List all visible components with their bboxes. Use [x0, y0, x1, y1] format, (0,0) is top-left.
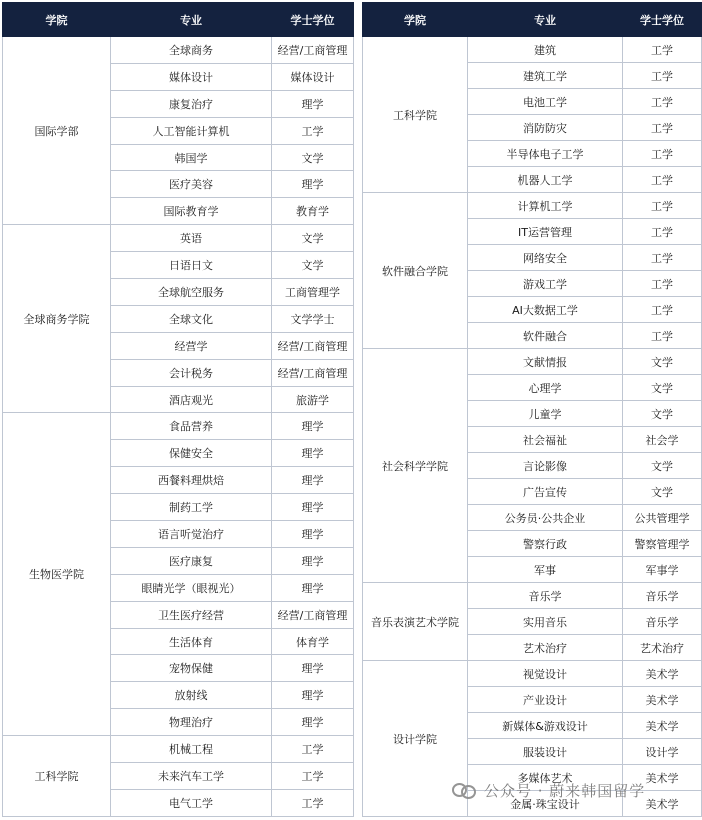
college-header: 学院 [3, 3, 111, 37]
degree-cell: 美术学 [623, 661, 702, 687]
table-row [3, 736, 354, 763]
college-cell: 生物医学院 [3, 413, 111, 736]
table-row [363, 37, 702, 63]
major-cell: 西餐料理烘焙 [111, 467, 272, 494]
major-cell: 机械工程 [111, 736, 272, 763]
major-cell: 软件融合 [468, 323, 623, 349]
degree-cell: 教育学 [272, 198, 354, 225]
major-cell: 电气工学 [111, 789, 272, 816]
major-cell: 电池工学 [468, 89, 623, 115]
degree-cell: 理学 [272, 90, 354, 117]
degree-cell: 警察管理学 [623, 531, 702, 557]
degree-cell: 美术学 [623, 713, 702, 739]
major-cell: 物理治疗 [111, 709, 272, 736]
major-cell: 网络安全 [468, 245, 623, 271]
degree-cell: 工学 [623, 245, 702, 271]
table-row [363, 193, 702, 219]
major-cell: 医疗康复 [111, 547, 272, 574]
degree-cell: 文学 [272, 225, 354, 252]
degree-cell: 理学 [272, 574, 354, 601]
degree-cell: 工学 [272, 763, 354, 790]
degree-cell: 工学 [623, 219, 702, 245]
left-degree-table [2, 2, 354, 817]
degree-cell: 理学 [272, 440, 354, 467]
degree-cell: 理学 [272, 413, 354, 440]
degree-cell: 理学 [272, 709, 354, 736]
degree-cell: 设计学 [623, 739, 702, 765]
degree-cell: 文学 [272, 144, 354, 171]
degree-cell: 工学 [623, 297, 702, 323]
major-cell: 实用音乐 [468, 609, 623, 635]
major-cell: 全球商务 [111, 37, 272, 64]
degree-cell: 艺术治疗 [623, 635, 702, 661]
degree-cell: 经营/工商管理 [272, 359, 354, 386]
degree-cell: 文学 [623, 453, 702, 479]
major-cell: 日语日文 [111, 252, 272, 279]
degree-cell: 理学 [272, 494, 354, 521]
major-cell: 金属·珠宝设计 [468, 791, 623, 817]
degree-cell: 理学 [272, 171, 354, 198]
major-cell: 媒体设计 [111, 63, 272, 90]
watermark [452, 775, 645, 805]
table-header-row [3, 3, 354, 37]
college-cell: 工科学院 [363, 37, 468, 193]
degree-cell: 工学 [623, 271, 702, 297]
major-cell: 康复治疗 [111, 90, 272, 117]
major-cell: 建筑工学 [468, 63, 623, 89]
degree-cell: 文学 [623, 375, 702, 401]
major-cell: 国际教育学 [111, 198, 272, 225]
degree-cell: 理学 [272, 467, 354, 494]
major-cell: 眼睛光学（眼视光） [111, 574, 272, 601]
major-cell: 音乐学 [468, 583, 623, 609]
degree-cell: 文学 [623, 479, 702, 505]
major-cell: AI大数据工学 [468, 297, 623, 323]
major-cell: IT运营管理 [468, 219, 623, 245]
major-cell: 新媒体&游戏设计 [468, 713, 623, 739]
major-cell: 制药工学 [111, 494, 272, 521]
major-cell: 会计税务 [111, 359, 272, 386]
table-row [363, 661, 702, 687]
degree-cell: 理学 [272, 682, 354, 709]
major-cell: 人工智能计算机 [111, 117, 272, 144]
college-header: 学院 [363, 3, 468, 37]
major-cell: 计算机工学 [468, 193, 623, 219]
major-cell: 英语 [111, 225, 272, 252]
degree-cell: 理学 [272, 521, 354, 548]
major-cell: 服装设计 [468, 739, 623, 765]
degree-cell: 军事学 [623, 557, 702, 583]
college-cell: 音乐表演艺术学院 [363, 583, 468, 661]
major-cell: 建筑 [468, 37, 623, 63]
degree-cell: 工学 [623, 141, 702, 167]
degree-cell: 工学 [623, 193, 702, 219]
degree-cell: 工学 [623, 63, 702, 89]
major-cell: 多媒体艺术 [468, 765, 623, 791]
degree-cell: 旅游学 [272, 386, 354, 413]
degree-cell: 经营/工商管理 [272, 332, 354, 359]
degree-cell: 体育学 [272, 628, 354, 655]
major-cell: 全球文化 [111, 305, 272, 332]
table-row [3, 225, 354, 252]
major-cell: 半导体电子工学 [468, 141, 623, 167]
degree-cell: 文学 [272, 252, 354, 279]
table-header-row [363, 3, 702, 37]
degree-cell: 工学 [272, 789, 354, 816]
major-cell: 放射线 [111, 682, 272, 709]
major-cell: 文献情报 [468, 349, 623, 375]
degree-cell: 美术学 [623, 791, 702, 817]
major-cell: 警察行政 [468, 531, 623, 557]
major-cell: 产业设计 [468, 687, 623, 713]
table-row [363, 349, 702, 375]
degree-cell: 美术学 [623, 765, 702, 791]
right-degree-table [362, 2, 702, 817]
degree-cell: 文学学士 [272, 305, 354, 332]
degree-cell: 理学 [272, 547, 354, 574]
major-cell: 全球航空服务 [111, 279, 272, 306]
degree-header: 学士学位 [623, 3, 702, 37]
major-cell: 心理学 [468, 375, 623, 401]
degree-cell: 公共管理学 [623, 505, 702, 531]
major-cell: 游戏工学 [468, 271, 623, 297]
degree-cell: 社会学 [623, 427, 702, 453]
degree-cell: 文学 [623, 349, 702, 375]
major-cell: 食品营养 [111, 413, 272, 440]
degree-cell: 工学 [623, 115, 702, 141]
major-cell: 军事 [468, 557, 623, 583]
major-cell: 保健安全 [111, 440, 272, 467]
major-cell: 视觉设计 [468, 661, 623, 687]
college-cell: 工科学院 [3, 736, 111, 817]
degree-cell: 工学 [623, 89, 702, 115]
degree-cell: 工商管理学 [272, 279, 354, 306]
college-cell: 设计学院 [363, 661, 468, 817]
major-cell: 言论影像 [468, 453, 623, 479]
degree-cell: 工学 [623, 167, 702, 193]
major-cell: 儿童学 [468, 401, 623, 427]
major-cell: 艺术治疗 [468, 635, 623, 661]
major-cell: 机器人工学 [468, 167, 623, 193]
major-cell: 生活体育 [111, 628, 272, 655]
major-cell: 社会福祉 [468, 427, 623, 453]
watermark-text: 公众号 · 蔚来韩国留学 [484, 781, 646, 800]
major-cell: 卫生医疗经营 [111, 601, 272, 628]
college-cell: 全球商务学院 [3, 225, 111, 413]
major-cell: 医疗美容 [111, 171, 272, 198]
major-cell: 广告宣传 [468, 479, 623, 505]
degree-cell: 美术学 [623, 687, 702, 713]
major-cell: 宠物保健 [111, 655, 272, 682]
major-cell: 韩国学 [111, 144, 272, 171]
degree-cell: 工学 [272, 117, 354, 144]
wechat-icon [452, 781, 478, 799]
degree-cell: 工学 [623, 37, 702, 63]
table-row [3, 37, 354, 64]
college-cell: 社会科学学院 [363, 349, 468, 583]
major-cell: 酒店观光 [111, 386, 272, 413]
major-cell: 经营学 [111, 332, 272, 359]
major-header: 专业 [468, 3, 623, 37]
degree-cell: 工学 [272, 736, 354, 763]
degree-cell: 经营/工商管理 [272, 601, 354, 628]
college-cell: 软件融合学院 [363, 193, 468, 349]
degree-cell: 工学 [623, 323, 702, 349]
table-row [3, 413, 354, 440]
major-header: 专业 [111, 3, 272, 37]
degree-header: 学士学位 [272, 3, 354, 37]
major-cell: 未来汽车工学 [111, 763, 272, 790]
degree-cell: 经营/工商管理 [272, 37, 354, 64]
degree-cell: 理学 [272, 655, 354, 682]
degree-cell: 媒体设计 [272, 63, 354, 90]
major-cell: 公务员·公共企业 [468, 505, 623, 531]
college-cell: 国际学部 [3, 37, 111, 225]
degree-cell: 文学 [623, 401, 702, 427]
degree-cell: 音乐学 [623, 583, 702, 609]
major-cell: 消防防灾 [468, 115, 623, 141]
table-row [363, 583, 702, 609]
major-cell: 语言听觉治疗 [111, 521, 272, 548]
degree-cell: 音乐学 [623, 609, 702, 635]
